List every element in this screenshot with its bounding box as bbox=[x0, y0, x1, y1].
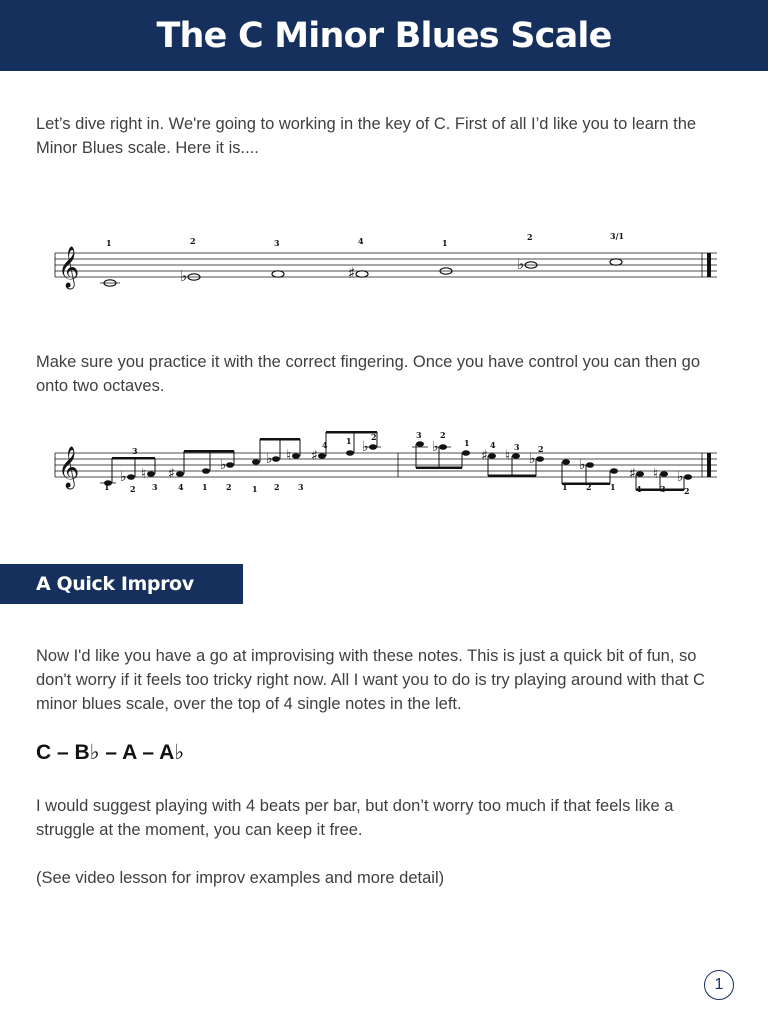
chord-progression: C – B♭ – A – A♭ bbox=[36, 741, 185, 764]
svg-text:♯: ♯ bbox=[168, 466, 175, 482]
fingering: 2 bbox=[684, 486, 690, 496]
flat-icon: ♭ bbox=[517, 255, 525, 273]
svg-text:♭: ♭ bbox=[266, 451, 273, 467]
svg-text:♯: ♯ bbox=[481, 448, 488, 464]
improv-paragraph: Now I'd like you have a go at improvising with these notes. This is just a quick bit of fun, so don't worry if it feels too tricky right now. All I want you to do is try playing around with that C minor blues scale, over the top of 4 single notes in the left. bbox=[36, 647, 705, 713]
svg-text:♮: ♮ bbox=[505, 448, 511, 464]
fingering: 3 bbox=[152, 482, 158, 492]
fingering: 4 bbox=[358, 236, 364, 246]
svg-text:♭: ♭ bbox=[677, 469, 684, 485]
beats-paragraph: I would suggest playing with 4 beats per bar, but don’t worry too much if that feels like a struggle at the moment, you can keep it free. bbox=[36, 797, 674, 839]
note-c-high bbox=[610, 259, 622, 265]
triplet-mark: 3 bbox=[132, 446, 138, 456]
section-header bbox=[0, 564, 243, 604]
fingering: 2 bbox=[130, 484, 136, 494]
section-title: A Quick Improv bbox=[36, 573, 194, 595]
fingering: 2 bbox=[190, 236, 196, 246]
svg-text:♮: ♮ bbox=[653, 466, 659, 482]
page-title: The C Minor Blues Scale bbox=[156, 15, 612, 56]
fingering: 4 bbox=[490, 440, 496, 450]
fingering: 1 bbox=[106, 238, 112, 248]
fingering: 2 bbox=[440, 430, 446, 440]
fingering: 1 bbox=[104, 482, 110, 492]
svg-text:♭: ♭ bbox=[579, 457, 586, 473]
svg-text:♯: ♯ bbox=[629, 466, 636, 482]
final-barline bbox=[707, 253, 711, 277]
intro-paragraph: Let’s dive right in. We're going to working in the key of C. First of all I’d like you to learn the Minor Blues scale. Here it is.... bbox=[36, 115, 697, 157]
treble-clef-icon: 𝄞 bbox=[58, 247, 80, 288]
fingering: 1 bbox=[346, 436, 352, 446]
fingering: 1 bbox=[202, 482, 208, 492]
svg-text:♭: ♭ bbox=[432, 439, 439, 455]
svg-text:♭: ♭ bbox=[120, 469, 127, 485]
svg-text:♯: ♯ bbox=[311, 448, 318, 464]
practice-paragraph: Make sure you practice it with the correct fingering. Once you have control you can then go onto two octaves. bbox=[36, 353, 701, 395]
fingering: 2 bbox=[226, 482, 232, 492]
fingering: 4 bbox=[322, 440, 328, 450]
fingering: 3 bbox=[416, 430, 422, 440]
scale-staff-one-octave bbox=[0, 228, 768, 300]
fingering: 2 bbox=[586, 482, 592, 492]
fingering: 2 bbox=[538, 444, 544, 454]
video-note: (See video lesson for improv examples and more detail) bbox=[36, 869, 445, 887]
fingering: 4 bbox=[636, 484, 642, 494]
page-header bbox=[0, 0, 768, 71]
fingering: 1 bbox=[442, 238, 448, 248]
fingering: 2 bbox=[371, 432, 377, 442]
sharp-icon: ♯ bbox=[348, 264, 356, 282]
fingering: 1 bbox=[252, 484, 258, 494]
fingering: 4 bbox=[178, 482, 184, 492]
fingering: 3 bbox=[274, 238, 280, 248]
fingering: 2 bbox=[274, 482, 280, 492]
scale-staff-two-octaves bbox=[0, 428, 768, 500]
fingering: 3/1 bbox=[610, 231, 625, 241]
final-barline bbox=[707, 453, 711, 477]
fingering: 3 bbox=[660, 484, 666, 494]
page-number: 1 bbox=[704, 970, 734, 1000]
fingering: 1 bbox=[610, 482, 616, 492]
flat-icon: ♭ bbox=[180, 267, 188, 285]
note-f bbox=[272, 271, 284, 277]
fingering: 3 bbox=[298, 482, 304, 492]
svg-text:♭: ♭ bbox=[362, 439, 369, 455]
fingering: 1 bbox=[464, 438, 470, 448]
fingering: 1 bbox=[562, 482, 568, 492]
svg-text:♭: ♭ bbox=[529, 451, 536, 467]
fingering: 3 bbox=[514, 442, 520, 452]
svg-text:♮: ♮ bbox=[286, 448, 292, 464]
fingering: 2 bbox=[527, 232, 533, 242]
treble-clef-icon: 𝄞 bbox=[58, 447, 80, 488]
note-f-sharp bbox=[356, 271, 368, 277]
svg-text:♮: ♮ bbox=[141, 466, 147, 482]
svg-text:♭: ♭ bbox=[220, 457, 227, 473]
